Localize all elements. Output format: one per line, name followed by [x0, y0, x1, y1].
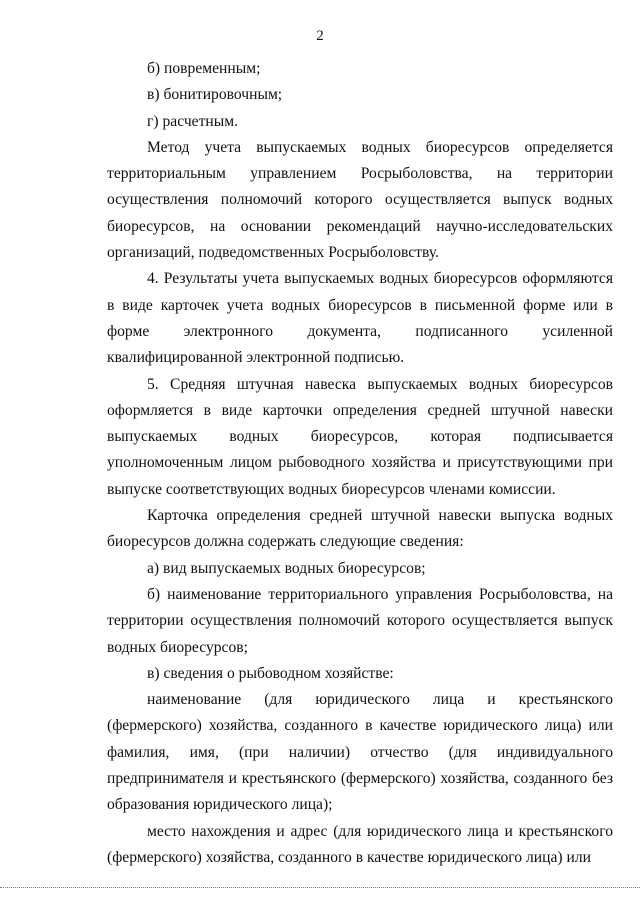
page-number: 2	[316, 28, 324, 44]
list-item-b: б) повременным;	[147, 60, 261, 77]
card-item-v: в) сведения о рыбоводном хозяйстве:	[147, 664, 394, 682]
page-bottom-border	[0, 887, 640, 888]
list-item-v: в) бонитировочным;	[147, 86, 283, 104]
paragraph-card-contents: Карточка определения средней штучной навески выпуска водных биоресурсов должна содержать следующие сведения:	[107, 507, 613, 551]
card-item-b: б) наименование территориального управления Росрыболовства, на территории осуществления полномочий которого осуществляется выпуск водных биоресурсов;	[107, 585, 613, 656]
paragraph-item-5: 5. Средняя штучная навеска выпускаемых водных биоресурсов оформляется в виде карточки определения средней штучной навески выпускаемых водных биоресурсов, которая подписывается уполномоченным лицом рыбоводного хозяйства и присутствующими при выпуске соответствующих водных биоресурсов членами комиссии.	[107, 375, 613, 498]
paragraph-method: Метод учета выпускаемых водных биоресурсов определяется территориальным управлением Росрыболовства, на территории осуществления полномочий которого осуществляется выпуск водных биоресурсов, на основании рекомендаций научно-исследовательских организаций, подведомственных Росрыболовству.	[107, 138, 613, 262]
paragraph-location: место нахождения и адрес (для юридического лица и крестьянского (фермерского) хозяйства, созданного в качестве юридического лица) или	[107, 822, 613, 866]
list-item-g: г) расчетным.	[147, 112, 238, 130]
card-item-a: а) вид выпускаемых водных биоресурсов;	[147, 559, 426, 577]
paragraph-name: наименование (для юридического лица и крестьянского (фермерского) хозяйства, созданного в качестве юридического лица) или фамилия, имя, (при наличии) отчество (для индивидуального предпринимателя и крестьянского (фермерского) хозяйства, созданного без образования юридического лица);	[107, 691, 613, 814]
document-body	[107, 56, 613, 871]
paragraph-item-4: 4. Результаты учета выпускаемых водных биоресурсов оформляются в виде карточек учета водных биоресурсов в письменной форме или в форме электронного документа, подписанного усиленной квалифицированной электронной подписью.	[107, 270, 613, 367]
